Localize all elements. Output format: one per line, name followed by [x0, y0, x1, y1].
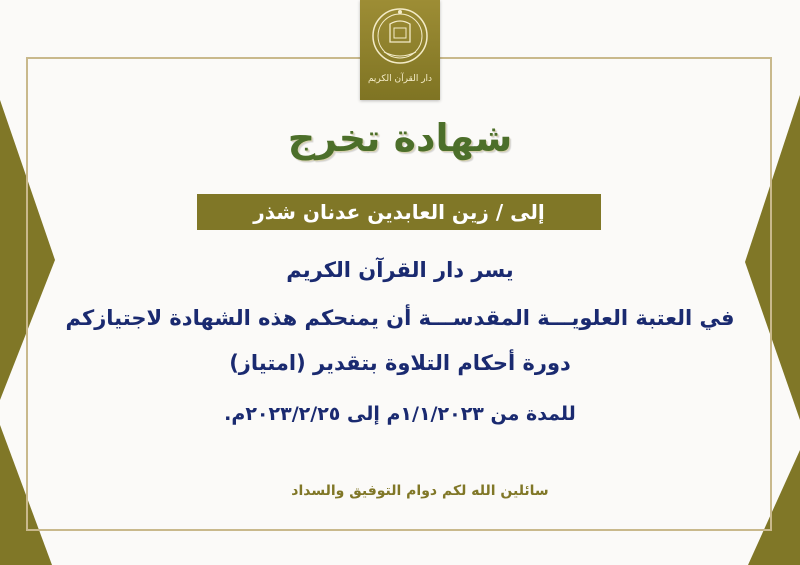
- emblem-seal-icon: [360, 0, 440, 100]
- emblem-name: دار القرآن الكريم: [367, 74, 433, 84]
- certificate-period: للمدة من ١/١/٢٠٢٣م إلى ٢٠٢٣/٢/٢٥م.: [224, 403, 576, 425]
- certificate-line-2: في العتبة العلويـــة المقدســـة أن يمنحكم هذه الشهادة لاجتيازكم: [65, 306, 735, 330]
- emblem-badge: [360, 0, 440, 100]
- certificate-title: شهادة تخرج: [287, 116, 513, 160]
- recipient-banner: إلى / زين العابدين عدنان شذر: [197, 194, 601, 230]
- certificate-line-3: دورة أحكام التلاوة بتقدير (امتياز): [229, 351, 571, 375]
- closing-wish: سائلين الله لكم دوام التوفيق والسداد: [291, 483, 549, 499]
- certificate-line-1: يسر دار القرآن الكريم: [286, 258, 514, 282]
